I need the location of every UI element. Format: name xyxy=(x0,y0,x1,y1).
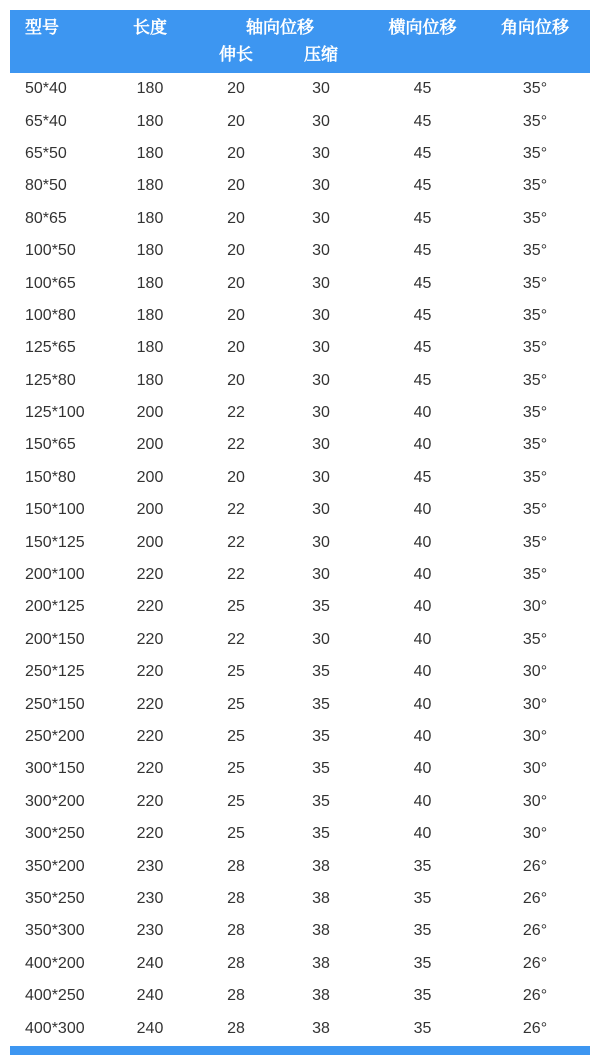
cell-compression: 30 xyxy=(277,429,365,461)
cell-lateral: 45 xyxy=(365,170,480,202)
cell-length: 220 xyxy=(105,753,195,785)
header-compression: 压缩 xyxy=(277,43,365,73)
cell-angular: 26° xyxy=(480,883,590,915)
cell-compression: 30 xyxy=(277,494,365,526)
cell-elongation: 20 xyxy=(195,235,277,267)
table-row xyxy=(10,624,590,656)
cell-length: 220 xyxy=(105,786,195,818)
cell-angular: 35° xyxy=(480,73,590,105)
table-row xyxy=(10,429,590,461)
cell-lateral: 40 xyxy=(365,397,480,429)
table-row xyxy=(10,559,590,591)
cell-elongation: 28 xyxy=(195,1012,277,1044)
cell-elongation: 25 xyxy=(195,753,277,785)
cell-elongation: 20 xyxy=(195,105,277,137)
cell-elongation: 20 xyxy=(195,300,277,332)
cell-model: 100*65 xyxy=(10,267,105,299)
cell-elongation: 20 xyxy=(195,462,277,494)
table-row xyxy=(10,656,590,688)
cell-model: 150*80 xyxy=(10,462,105,494)
cell-elongation: 22 xyxy=(195,624,277,656)
cell-angular: 35° xyxy=(480,462,590,494)
cell-angular: 35° xyxy=(480,397,590,429)
cell-lateral: 45 xyxy=(365,365,480,397)
cell-lateral: 40 xyxy=(365,559,480,591)
cell-lateral: 40 xyxy=(365,526,480,558)
cell-lateral: 45 xyxy=(365,105,480,137)
cell-elongation: 22 xyxy=(195,429,277,461)
table-row xyxy=(10,494,590,526)
cell-elongation: 28 xyxy=(195,980,277,1012)
cell-length: 220 xyxy=(105,559,195,591)
table-row xyxy=(10,1012,590,1044)
cell-angular: 35° xyxy=(480,365,590,397)
cell-lateral: 40 xyxy=(365,656,480,688)
cell-model: 200*125 xyxy=(10,591,105,623)
cell-compression: 30 xyxy=(277,559,365,591)
cell-elongation: 28 xyxy=(195,948,277,980)
cell-elongation: 28 xyxy=(195,915,277,947)
table-row xyxy=(10,948,590,980)
cell-angular: 35° xyxy=(480,138,590,170)
cell-compression: 35 xyxy=(277,656,365,688)
cell-length: 220 xyxy=(105,818,195,850)
cell-elongation: 20 xyxy=(195,332,277,364)
cell-length: 240 xyxy=(105,980,195,1012)
cell-length: 230 xyxy=(105,883,195,915)
table-row xyxy=(10,138,590,170)
cell-lateral: 45 xyxy=(365,332,480,364)
cell-lateral: 45 xyxy=(365,138,480,170)
cell-compression: 38 xyxy=(277,883,365,915)
cell-angular: 35° xyxy=(480,235,590,267)
cell-elongation: 20 xyxy=(195,138,277,170)
cell-length: 230 xyxy=(105,850,195,882)
cell-angular: 35° xyxy=(480,494,590,526)
cell-lateral: 45 xyxy=(365,300,480,332)
cell-model: 100*80 xyxy=(10,300,105,332)
spec-table xyxy=(10,10,590,1045)
table-row xyxy=(10,267,590,299)
cell-lateral: 40 xyxy=(365,786,480,818)
cell-angular: 35° xyxy=(480,300,590,332)
table-row xyxy=(10,818,590,850)
cell-length: 200 xyxy=(105,494,195,526)
cell-length: 200 xyxy=(105,397,195,429)
cell-compression: 30 xyxy=(277,397,365,429)
cell-length: 240 xyxy=(105,948,195,980)
table-row xyxy=(10,170,590,202)
cell-angular: 35° xyxy=(480,105,590,137)
cell-length: 220 xyxy=(105,624,195,656)
cell-model: 350*200 xyxy=(10,850,105,882)
cell-compression: 35 xyxy=(277,721,365,753)
cell-elongation: 22 xyxy=(195,494,277,526)
cell-angular: 35° xyxy=(480,624,590,656)
table-row xyxy=(10,203,590,235)
cell-compression: 30 xyxy=(277,235,365,267)
cell-angular: 35° xyxy=(480,267,590,299)
cell-length: 220 xyxy=(105,721,195,753)
cell-length: 180 xyxy=(105,300,195,332)
cell-elongation: 20 xyxy=(195,203,277,235)
cell-length: 180 xyxy=(105,365,195,397)
table-row xyxy=(10,365,590,397)
cell-compression: 30 xyxy=(277,462,365,494)
cell-elongation: 25 xyxy=(195,786,277,818)
cell-lateral: 35 xyxy=(365,883,480,915)
table-row xyxy=(10,786,590,818)
table-row xyxy=(10,591,590,623)
cell-angular: 30° xyxy=(480,786,590,818)
cell-length: 240 xyxy=(105,1012,195,1044)
cell-model: 350*250 xyxy=(10,883,105,915)
cell-lateral: 35 xyxy=(365,980,480,1012)
cell-model: 300*150 xyxy=(10,753,105,785)
cell-length: 180 xyxy=(105,235,195,267)
cell-elongation: 20 xyxy=(195,73,277,105)
header-length: 长度 xyxy=(105,10,195,73)
cell-angular: 30° xyxy=(480,818,590,850)
cell-elongation: 25 xyxy=(195,591,277,623)
cell-length: 180 xyxy=(105,267,195,299)
cell-length: 180 xyxy=(105,203,195,235)
cell-compression: 35 xyxy=(277,688,365,720)
table-row xyxy=(10,462,590,494)
cell-model: 300*250 xyxy=(10,818,105,850)
table-row xyxy=(10,915,590,947)
cell-compression: 38 xyxy=(277,1012,365,1044)
cell-elongation: 25 xyxy=(195,818,277,850)
cell-model: 350*300 xyxy=(10,915,105,947)
cell-model: 65*50 xyxy=(10,138,105,170)
table-row xyxy=(10,235,590,267)
cell-angular: 26° xyxy=(480,980,590,1012)
cell-elongation: 25 xyxy=(195,721,277,753)
table-header xyxy=(10,10,590,73)
cell-lateral: 35 xyxy=(365,1012,480,1044)
cell-angular: 30° xyxy=(480,688,590,720)
cell-length: 200 xyxy=(105,526,195,558)
cell-angular: 26° xyxy=(480,1012,590,1044)
cell-model: 125*100 xyxy=(10,397,105,429)
table-row xyxy=(10,753,590,785)
header-elongation: 伸长 xyxy=(195,43,277,73)
cell-angular: 35° xyxy=(480,332,590,364)
cell-lateral: 40 xyxy=(365,591,480,623)
table-row xyxy=(10,526,590,558)
cell-angular: 35° xyxy=(480,526,590,558)
cell-lateral: 40 xyxy=(365,429,480,461)
cell-angular: 26° xyxy=(480,948,590,980)
cell-model: 150*65 xyxy=(10,429,105,461)
table-row xyxy=(10,73,590,105)
cell-compression: 30 xyxy=(277,170,365,202)
cell-angular: 35° xyxy=(480,203,590,235)
table-row xyxy=(10,980,590,1012)
cell-compression: 30 xyxy=(277,73,365,105)
cell-angular: 30° xyxy=(480,656,590,688)
cell-lateral: 45 xyxy=(365,73,480,105)
cell-elongation: 22 xyxy=(195,559,277,591)
table-row xyxy=(10,883,590,915)
cell-lateral: 45 xyxy=(365,235,480,267)
cell-length: 220 xyxy=(105,688,195,720)
cell-lateral: 35 xyxy=(365,850,480,882)
cell-lateral: 40 xyxy=(365,818,480,850)
cell-compression: 30 xyxy=(277,365,365,397)
cell-angular: 30° xyxy=(480,721,590,753)
cell-lateral: 45 xyxy=(365,462,480,494)
cell-elongation: 28 xyxy=(195,883,277,915)
cell-length: 220 xyxy=(105,591,195,623)
cell-model: 250*125 xyxy=(10,656,105,688)
cell-lateral: 35 xyxy=(365,915,480,947)
cell-model: 250*150 xyxy=(10,688,105,720)
cell-model: 150*100 xyxy=(10,494,105,526)
cell-lateral: 45 xyxy=(365,267,480,299)
cell-lateral: 40 xyxy=(365,688,480,720)
header-model: 型号 xyxy=(10,10,105,73)
cell-model: 400*250 xyxy=(10,980,105,1012)
table-row xyxy=(10,721,590,753)
cell-lateral: 45 xyxy=(365,203,480,235)
cell-angular: 35° xyxy=(480,429,590,461)
cell-lateral: 40 xyxy=(365,494,480,526)
cell-angular: 30° xyxy=(480,753,590,785)
cell-elongation: 25 xyxy=(195,688,277,720)
table-row xyxy=(10,688,590,720)
cell-compression: 30 xyxy=(277,267,365,299)
cell-compression: 38 xyxy=(277,915,365,947)
cell-compression: 30 xyxy=(277,332,365,364)
cell-angular: 30° xyxy=(480,591,590,623)
cell-length: 220 xyxy=(105,656,195,688)
cell-compression: 30 xyxy=(277,138,365,170)
cell-model: 125*65 xyxy=(10,332,105,364)
cell-compression: 35 xyxy=(277,753,365,785)
cell-model: 200*150 xyxy=(10,624,105,656)
cell-elongation: 20 xyxy=(195,267,277,299)
table-row xyxy=(10,300,590,332)
cell-elongation: 28 xyxy=(195,850,277,882)
next-table-header-strip xyxy=(10,1046,590,1055)
cell-model: 300*200 xyxy=(10,786,105,818)
cell-elongation: 25 xyxy=(195,656,277,688)
cell-angular: 35° xyxy=(480,170,590,202)
header-lateral-displacement: 横向位移 xyxy=(365,10,480,73)
cell-model: 400*300 xyxy=(10,1012,105,1044)
cell-compression: 38 xyxy=(277,850,365,882)
cell-elongation: 22 xyxy=(195,397,277,429)
cell-model: 100*50 xyxy=(10,235,105,267)
header-angular-displacement: 角向位移 xyxy=(480,10,590,73)
cell-length: 180 xyxy=(105,170,195,202)
table-row xyxy=(10,332,590,364)
cell-angular: 26° xyxy=(480,915,590,947)
cell-length: 180 xyxy=(105,73,195,105)
table-row xyxy=(10,850,590,882)
cell-elongation: 20 xyxy=(195,365,277,397)
cell-angular: 26° xyxy=(480,850,590,882)
header-axial-displacement: 轴向位移 xyxy=(195,10,365,43)
cell-length: 230 xyxy=(105,915,195,947)
cell-model: 150*125 xyxy=(10,526,105,558)
cell-length: 180 xyxy=(105,332,195,364)
cell-length: 180 xyxy=(105,105,195,137)
cell-elongation: 22 xyxy=(195,526,277,558)
cell-compression: 35 xyxy=(277,818,365,850)
table-row xyxy=(10,397,590,429)
cell-compression: 38 xyxy=(277,948,365,980)
cell-model: 250*200 xyxy=(10,721,105,753)
cell-compression: 30 xyxy=(277,105,365,137)
table-row xyxy=(10,105,590,137)
cell-length: 200 xyxy=(105,462,195,494)
cell-compression: 35 xyxy=(277,591,365,623)
cell-compression: 30 xyxy=(277,624,365,656)
cell-model: 65*40 xyxy=(10,105,105,137)
cell-model: 80*65 xyxy=(10,203,105,235)
cell-lateral: 40 xyxy=(365,753,480,785)
cell-model: 200*100 xyxy=(10,559,105,591)
cell-compression: 35 xyxy=(277,786,365,818)
cell-compression: 30 xyxy=(277,526,365,558)
cell-model: 125*80 xyxy=(10,365,105,397)
table-body xyxy=(10,73,590,1045)
cell-compression: 30 xyxy=(277,300,365,332)
cell-elongation: 20 xyxy=(195,170,277,202)
cell-angular: 35° xyxy=(480,559,590,591)
cell-lateral: 35 xyxy=(365,948,480,980)
cell-length: 180 xyxy=(105,138,195,170)
cell-model: 80*50 xyxy=(10,170,105,202)
cell-model: 400*200 xyxy=(10,948,105,980)
cell-length: 200 xyxy=(105,429,195,461)
cell-compression: 30 xyxy=(277,203,365,235)
cell-lateral: 40 xyxy=(365,721,480,753)
cell-compression: 38 xyxy=(277,980,365,1012)
cell-lateral: 40 xyxy=(365,624,480,656)
cell-model: 50*40 xyxy=(10,73,105,105)
